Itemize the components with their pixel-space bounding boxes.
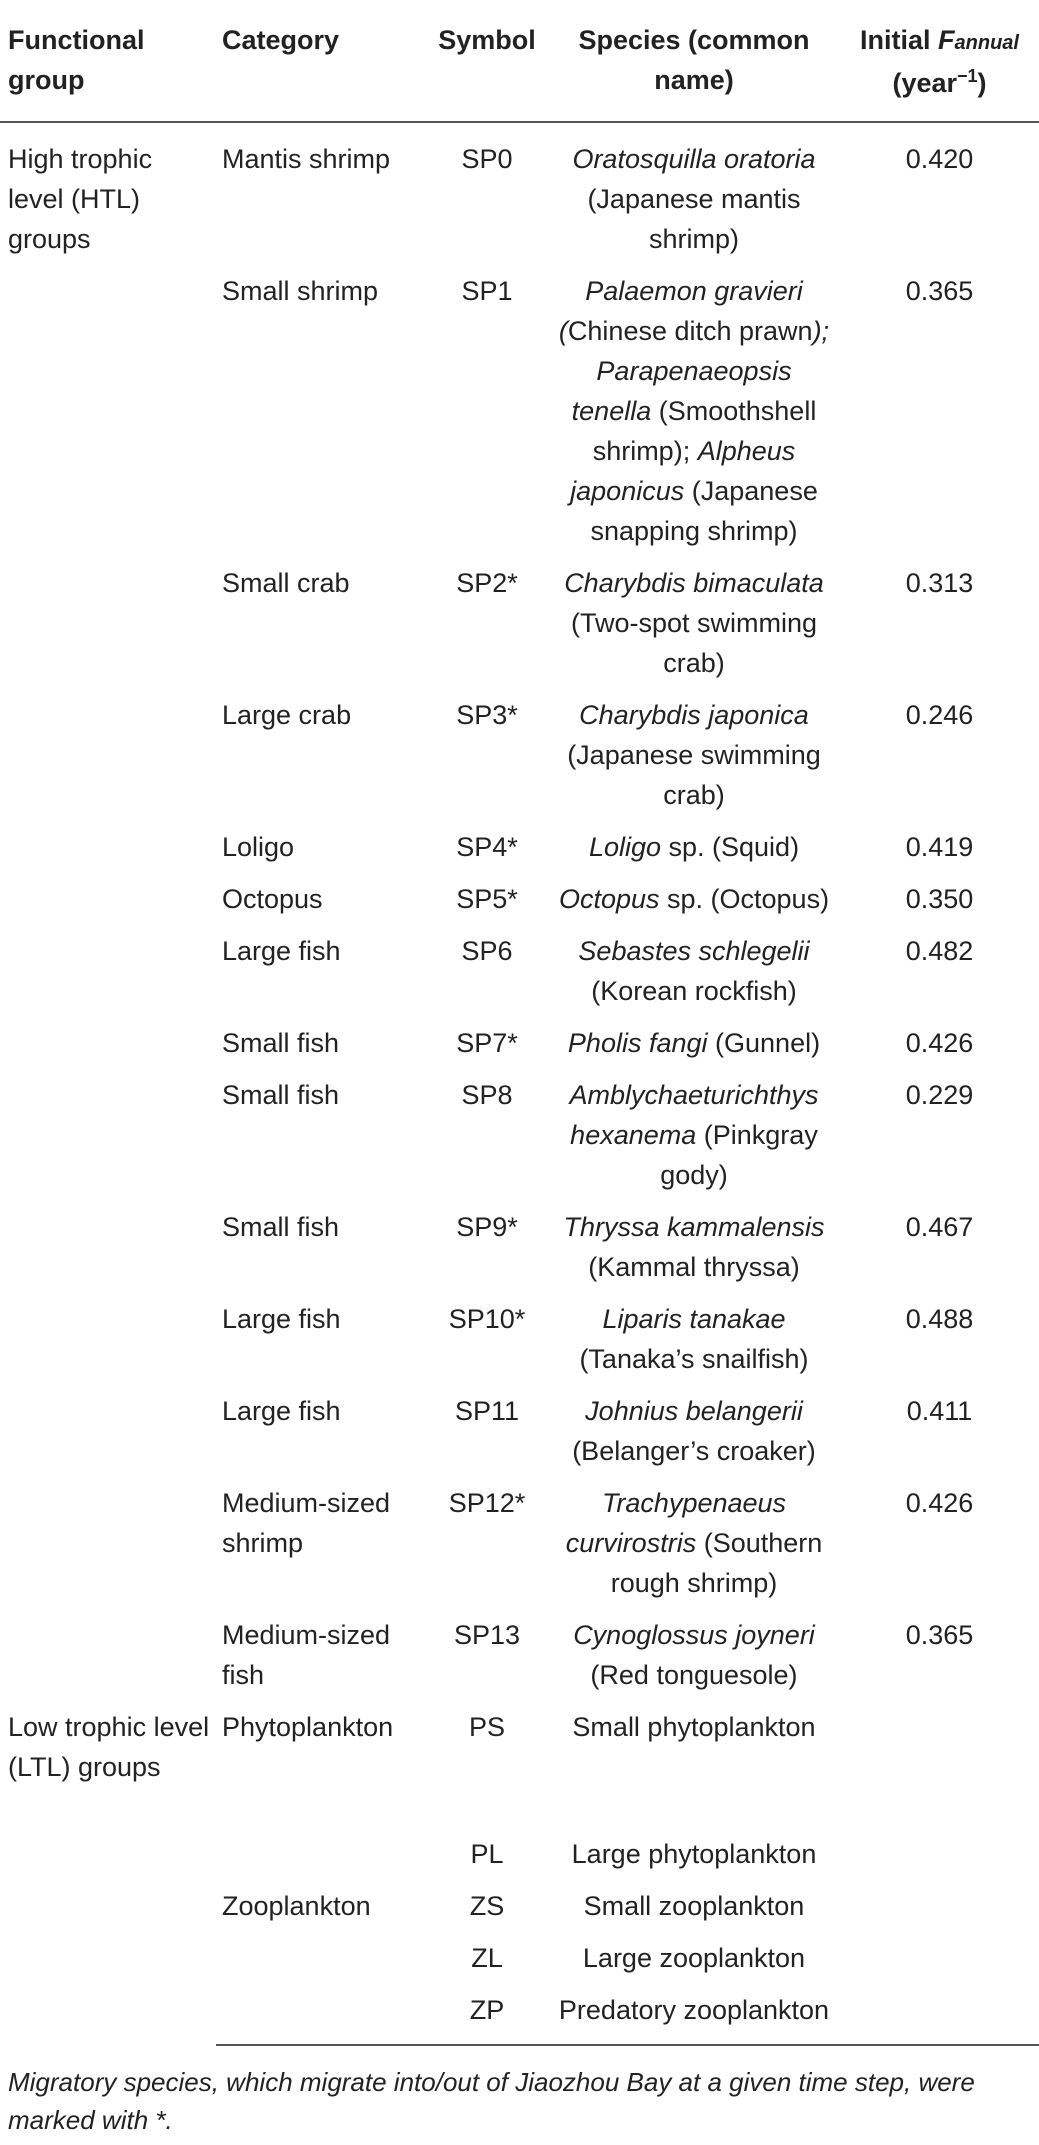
species-cell: Loligo sp. (Squid) [588, 832, 800, 862]
category-cell: Zooplankton [222, 1891, 371, 1921]
symbol-cell: SP2* [456, 568, 518, 598]
species-cell: Trachypenaeus curvirostris (Southern rough shrimp) [565, 1488, 823, 1598]
f-cell [840, 1932, 1039, 1984]
f-cell [840, 1880, 1039, 1932]
symbol-cell: SP6 [461, 936, 513, 966]
category-cell [216, 1932, 426, 1984]
header-symbol: Symbol [426, 0, 548, 122]
symbol-cell: ZL [471, 1943, 503, 1973]
f-cell: 0.426 [905, 1028, 974, 1058]
symbol-cell: ZP [426, 1984, 548, 2045]
species-cell: Palaemon gravieri (Chinese ditch prawn); Parapenaeopsis tenella (Smoothshell shrimp); Alpheus japonicus (Japanese snapping shrimp) [558, 276, 830, 546]
species-cell: Liparis tanakae (Tanaka’s snailfish) [579, 1304, 809, 1374]
species-cell: Small zooplankton [583, 1891, 805, 1921]
species-cell: Large phytoplankton [571, 1839, 817, 1869]
category-cell: Small fish [222, 1212, 340, 1242]
category-cell: Octopus [222, 884, 323, 914]
species-cell: Charybdis japonica (Japanese swimming crab) [567, 700, 821, 810]
symbol-cell: PS [468, 1712, 506, 1742]
f-cell: 0.426 [905, 1488, 974, 1518]
category-cell: Loligo [222, 832, 295, 862]
species-cell: Pholis fangi (Gunnel) [567, 1028, 821, 1058]
symbol-cell: SP9* [456, 1212, 518, 1242]
category-cell: Large fish [222, 936, 341, 966]
category-cell: Small crab [222, 568, 350, 598]
category-cell: Medium-sized shrimp [222, 1488, 391, 1558]
symbol-cell: SP13 [453, 1620, 521, 1650]
symbol-cell: SP5* [456, 884, 518, 914]
f-cell: 0.365 [905, 1620, 974, 1650]
category-cell [216, 1828, 426, 1880]
category-cell: Large crab [222, 700, 352, 730]
f-cell: 0.350 [905, 884, 974, 914]
symbol-cell: SP1 [461, 276, 513, 306]
symbol-cell: SP10* [448, 1304, 526, 1334]
category-cell [216, 1984, 426, 2045]
symbol-cell: PL [470, 1839, 504, 1869]
f-cell: 0.488 [905, 1304, 974, 1334]
f-cell: 0.482 [905, 936, 974, 966]
f-cell [840, 1828, 1039, 1880]
category-cell: Mantis shrimp [222, 144, 391, 174]
species-cell: Predatory zooplankton [548, 1984, 840, 2045]
species-cell: Cynoglossus joyneri (Red tonguesole) [573, 1620, 815, 1690]
category-cell: Small fish [222, 1080, 340, 1110]
category-cell: Large fish [222, 1304, 341, 1334]
header-category: Category [216, 0, 426, 122]
species-cell: Octopus sp. (Octopus) [558, 884, 830, 914]
f-cell: 0.229 [905, 1080, 974, 1110]
category-cell: Phytoplankton [222, 1712, 394, 1742]
f-cell [840, 1984, 1039, 2045]
group-ltl: Low trophic level (LTL) groups [8, 1712, 210, 1782]
f-cell: 0.420 [905, 144, 974, 174]
table-row [0, 122, 1039, 265]
header-initial-f: Initial Fannual (year$^{-1}$) [840, 0, 1039, 122]
symbol-cell: SP7* [456, 1028, 518, 1058]
f-cell: 0.246 [905, 700, 974, 730]
table-footnote: Migratory species, which migrate into/out of Jiaozhou Bay at a given time step, were marked with *. [8, 2067, 975, 2135]
species-cell: Small phytoplankton [572, 1712, 816, 1742]
species-cell: Sebastes schlegelii (Korean rockfish) [578, 936, 810, 1006]
group-htl: High trophic level (HTL) groups [8, 144, 153, 254]
category-cell: Small fish [222, 1028, 340, 1058]
symbol-cell: SP0 [461, 144, 513, 174]
species-cell: Charybdis bimaculata (Two-spot swimming crab) [564, 568, 824, 678]
header-functional-group: Functional group [0, 0, 216, 122]
category-cell: Large fish [222, 1396, 341, 1426]
species-cell: Oratosquilla oratoria (Japanese mantis shrimp) [572, 144, 816, 254]
species-cell: Johnius belangerii (Belanger’s croaker) [572, 1396, 816, 1466]
f-cell [840, 1701, 1039, 1828]
f-cell: 0.411 [906, 1396, 973, 1426]
category-cell: Medium-sized fish [222, 1620, 391, 1690]
species-cell: Amblychaeturichthys hexanema (Pinkgray gody) [569, 1080, 819, 1190]
symbol-cell: SP3* [456, 700, 518, 730]
species-cell: Thryssa kammalensis (Kammal thryssa) [563, 1212, 825, 1282]
species-cell: Large zooplankton [582, 1943, 806, 1973]
f-cell: 0.365 [905, 276, 974, 306]
category-cell: Small shrimp [222, 276, 379, 306]
table-row [0, 1701, 1039, 1828]
f-cell: 0.419 [905, 832, 974, 862]
symbol-cell: SP4* [456, 832, 518, 862]
symbol-cell: SP12* [448, 1488, 526, 1518]
header-row [0, 0, 1039, 122]
symbol-cell: SP11 [454, 1396, 520, 1426]
f-cell: 0.313 [905, 568, 974, 598]
symbol-cell: SP8 [461, 1080, 513, 1110]
header-species: Species (common name) [548, 0, 840, 122]
f-cell: 0.467 [905, 1212, 974, 1242]
symbol-cell: ZS [469, 1891, 505, 1921]
